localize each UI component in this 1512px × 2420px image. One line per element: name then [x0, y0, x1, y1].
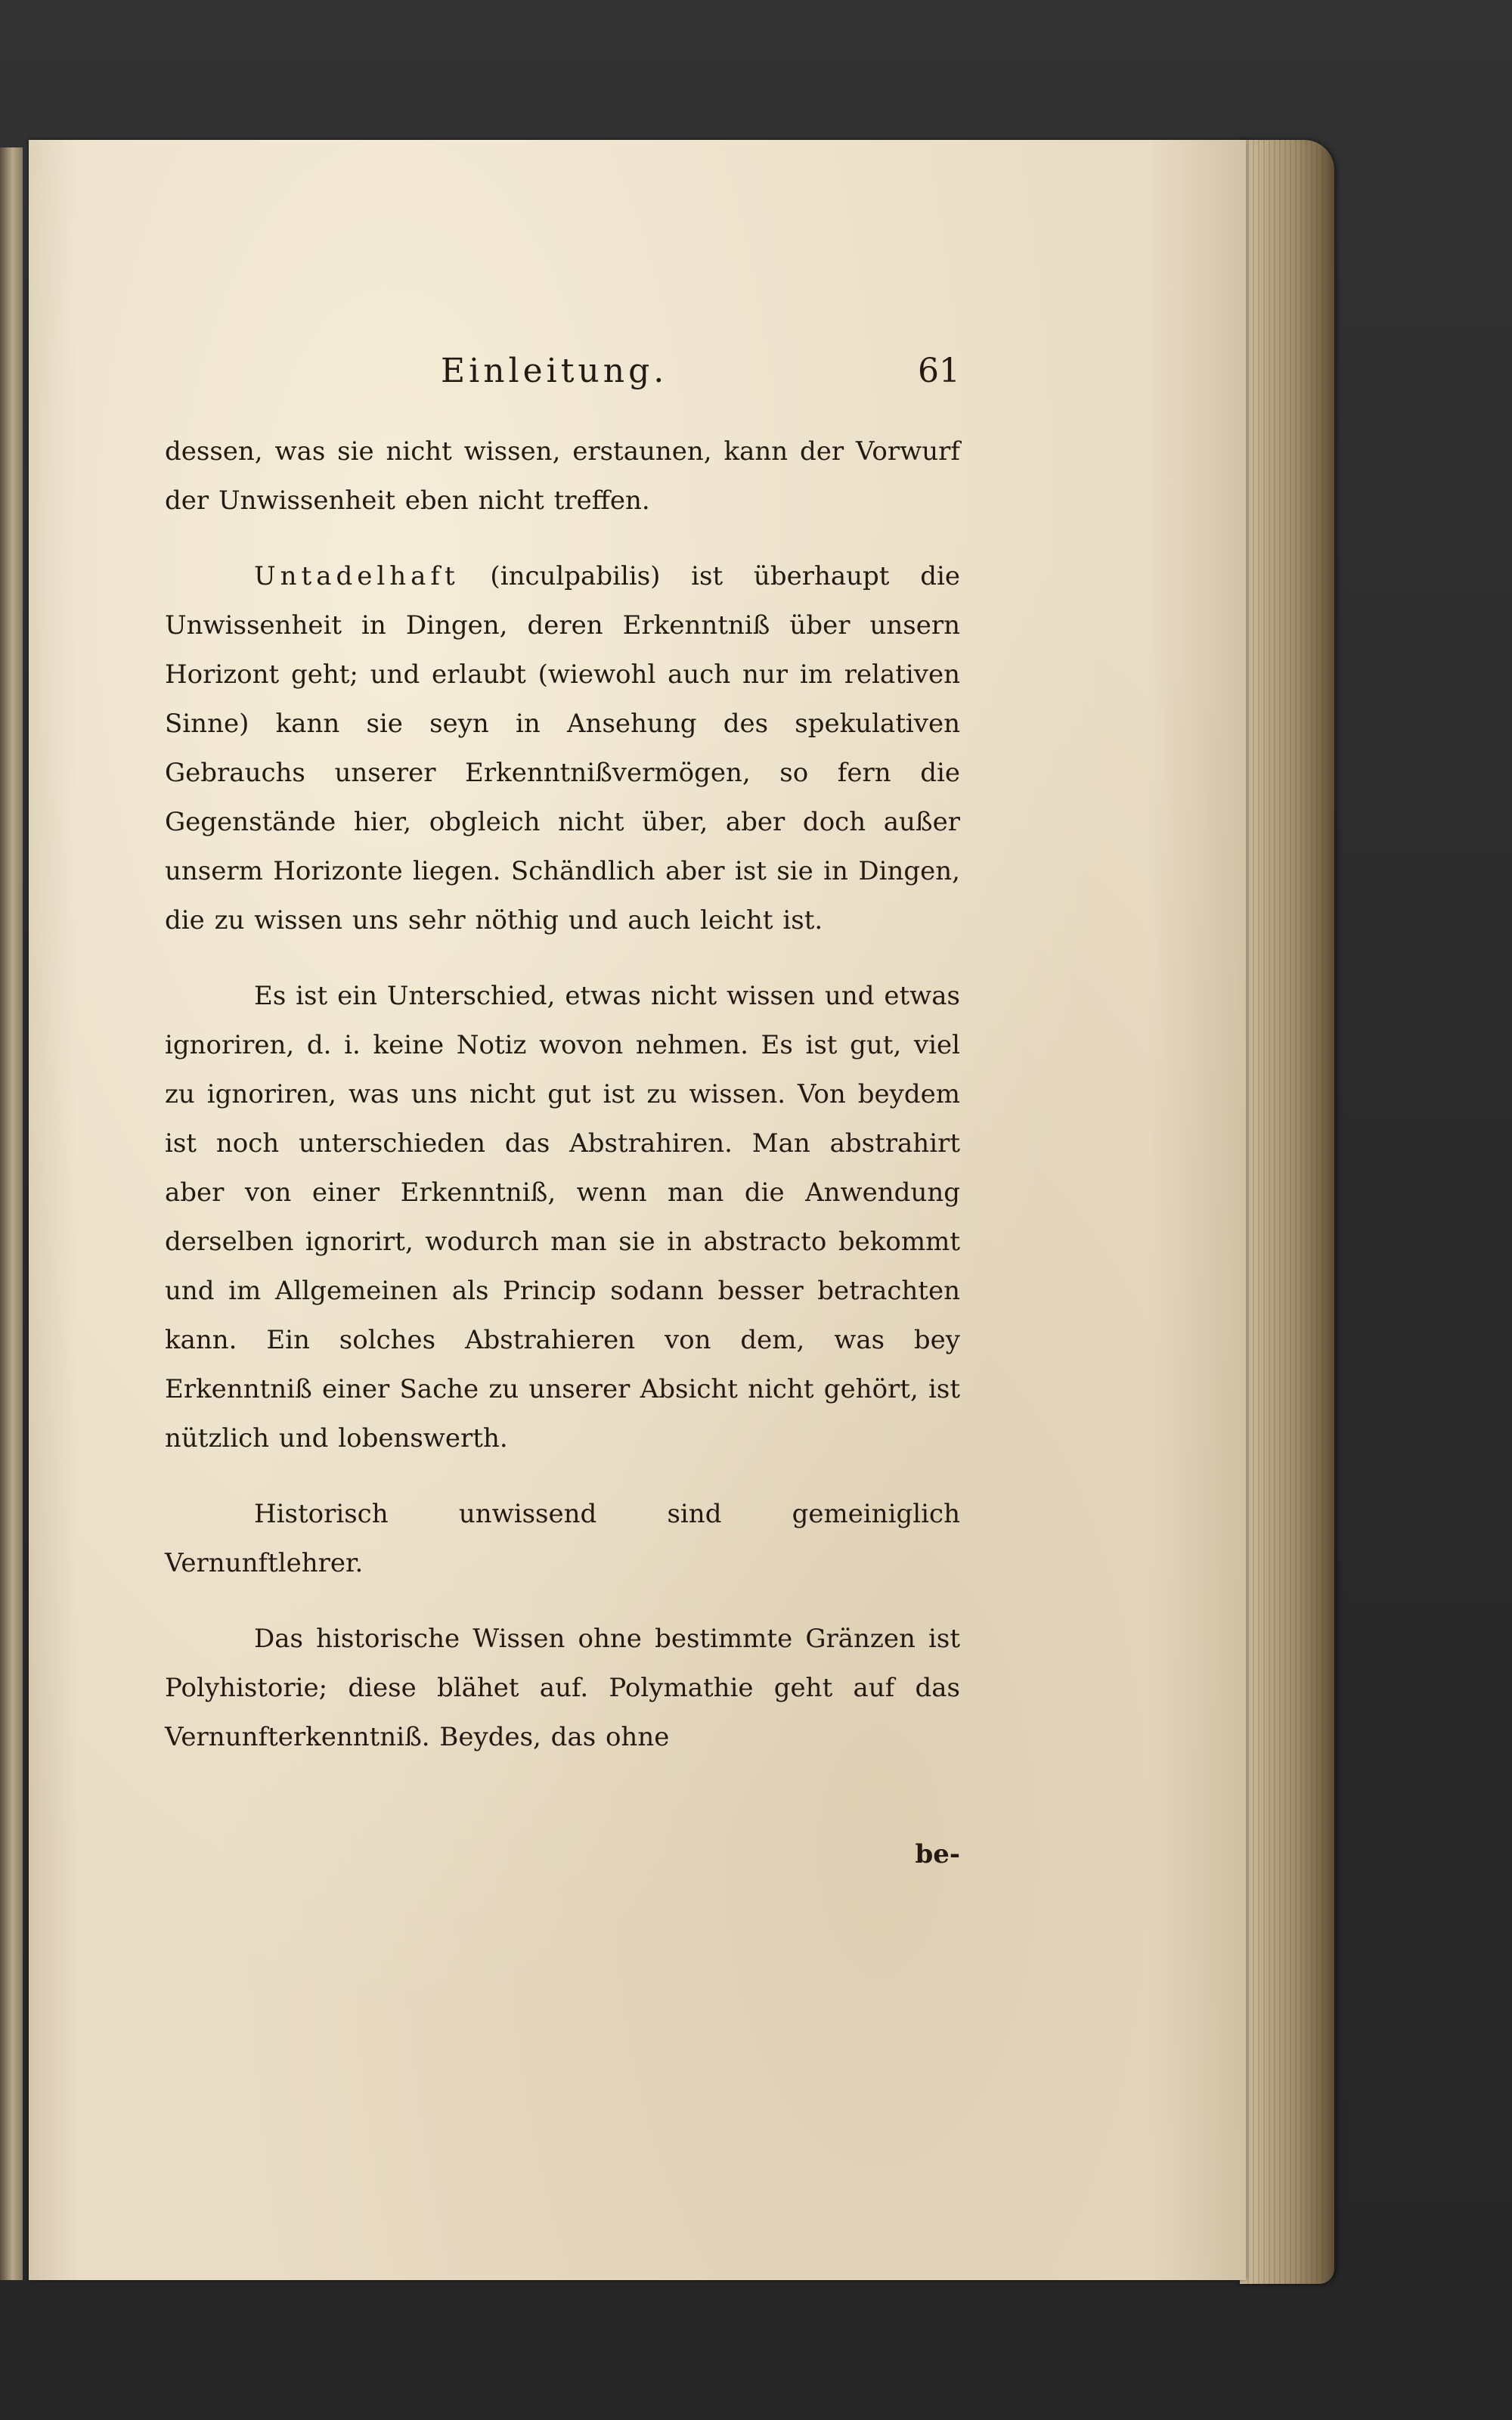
paragraph-5	[165, 1615, 960, 1762]
page-edges-stack	[1240, 140, 1334, 2284]
paragraph-3-text: Es ist ein Unterschied, etwas nicht wissen und etwas ignoriren, d. i. keine Notiz wovon nehmen. Es ist gut, viel zu ignoriren, was uns nicht gut ist zu wissen. Von beydem ist noch unterschieden das Abstrahiren. Man abstrahirt aber von einer Erkenntniß, wenn man die Anwendung derselben ignorirt, wodurch man sie in abstracto bekommt und im Allgemeinen als Princip sodann besser betrachten kann. Ein solches Abstrahieren von dem, was bey Erkenntniß einer Sache zu unserer Absicht nicht gehört, ist nützlich und lobenswerth.	[165, 981, 960, 1454]
running-head-title: Einleitung.	[441, 352, 668, 390]
body-text	[165, 427, 960, 1789]
catchword: be-	[915, 1839, 960, 1869]
paragraph-2-lead: Untadelhaft	[254, 561, 460, 591]
paragraph-2	[165, 552, 960, 945]
previous-page-edge	[0, 147, 23, 2280]
paragraph-3	[165, 972, 960, 1463]
paragraph-4-text: Historisch unwissend sind gemeiniglich Vernunftlehrer.	[165, 1499, 960, 1578]
page-number: 61	[918, 352, 960, 390]
paragraph-4	[165, 1490, 960, 1588]
paragraph-5-text: Das historische Wissen ohne bestimmte Gränzen ist Polyhistorie; diese blähet auf. Polymathie geht auf das Vernunfterkenntniß. Beydes, das ohne	[165, 1624, 960, 1752]
running-head	[165, 352, 960, 397]
paragraph-1	[165, 427, 960, 526]
paragraph-2-text: (inculpabilis) ist überhaupt die Unwissenheit in Dingen, deren Erkenntniß über unsern Horizont geht; und erlaubt (wiewohl auch nur im relativen Sinne) kann sie seyn in Ansehung des spekulativen Gebrauchs unserer Erkenntnißvermögen, so fern die Gegenstände hier, obgleich nicht über, aber doch außer unserm Horizonte liegen. Schändlich aber ist sie in Dingen, die zu wissen uns sehr nöthig und auch leicht ist.	[165, 561, 960, 935]
paragraph-1-text: dessen, was sie nicht wissen, erstaunen, kann der Vorwurf der Unwissenheit eben nicht treffen.	[165, 436, 960, 516]
